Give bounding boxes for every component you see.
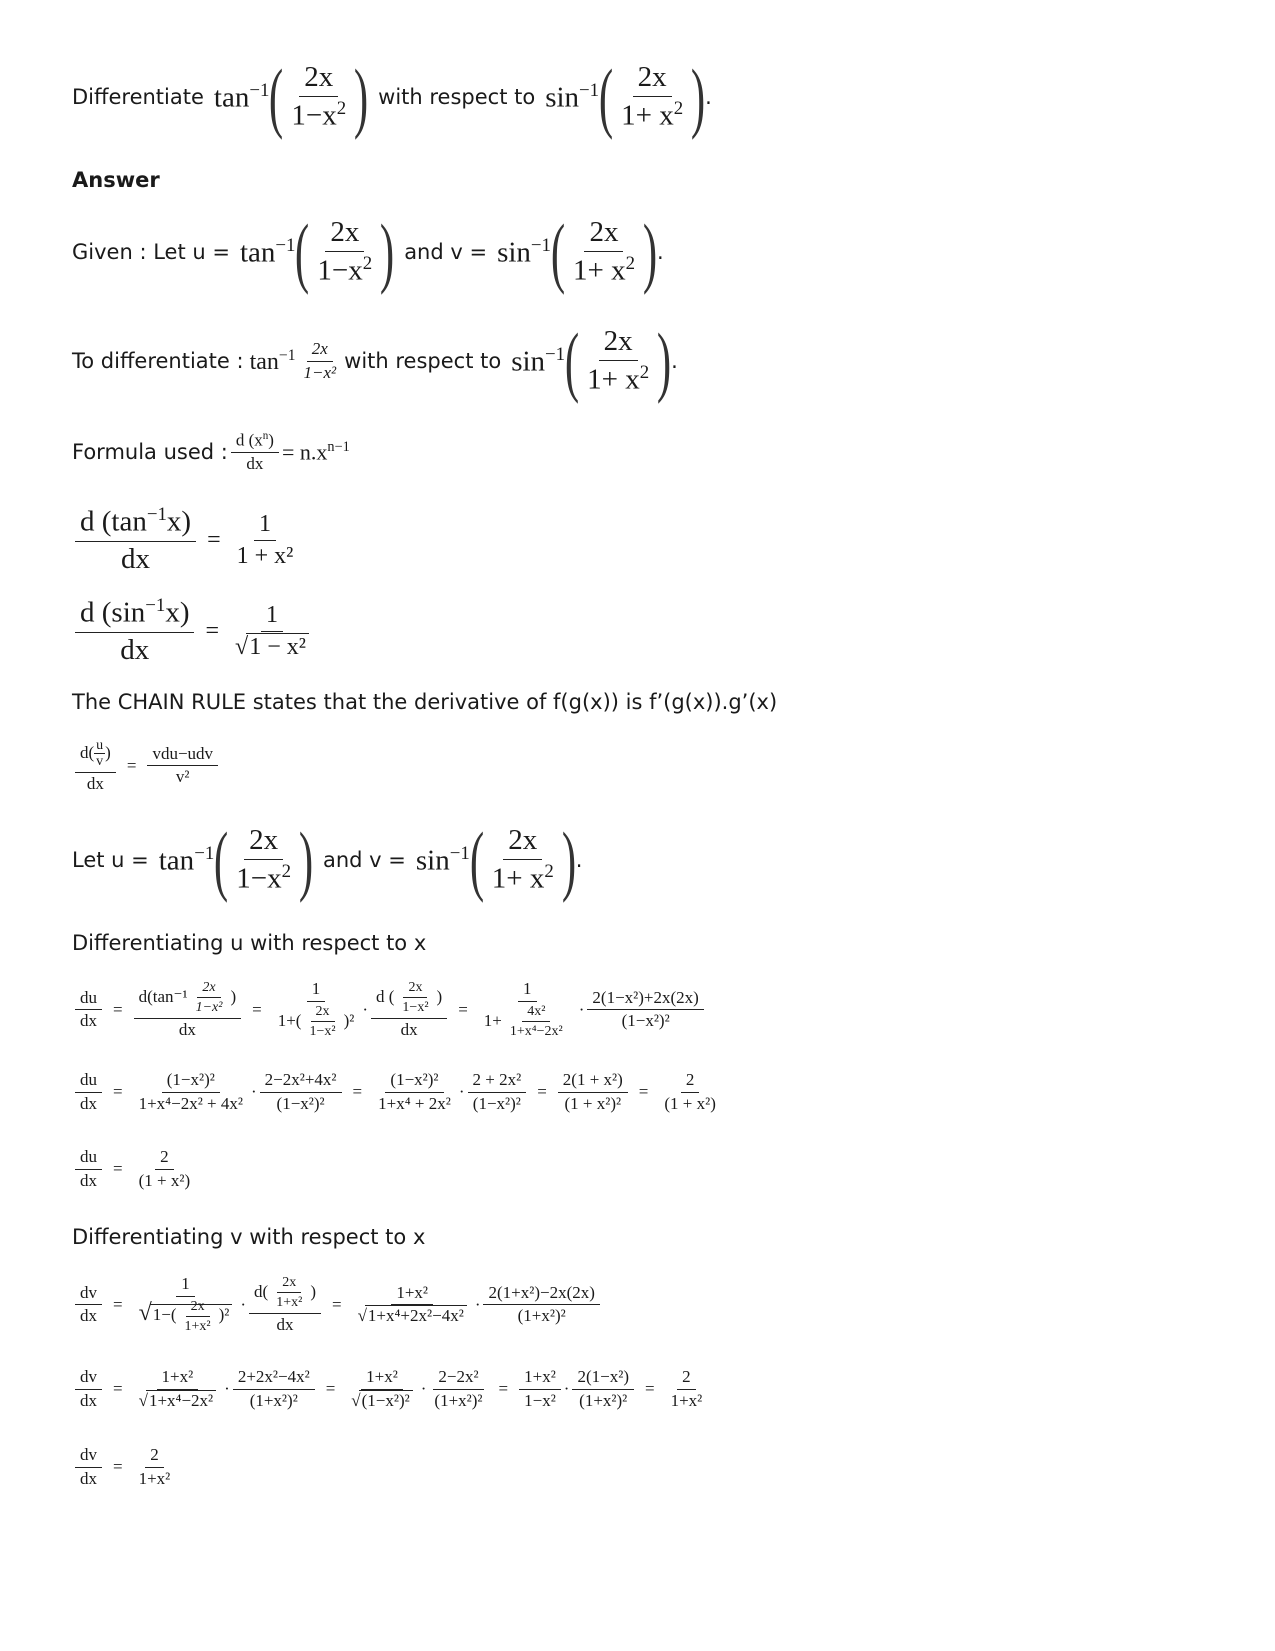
dv-dx: $\frac{dv}{dx}$ [75,1368,102,1410]
rhs-fraction: $\frac{\text{vdu−udv}}{\text{v²}}$ [147,745,218,787]
v-fraction: $\frac{2x}{1+ x^2}$ [587,324,650,396]
dv-dx: $\frac{dv}{dx}$ [75,1284,102,1326]
frac-e: $\frac{\text{1+x²}}{\text{1−x²}}$ [519,1368,561,1410]
dv-final: $\frac{dv}{dx}$ = $\frac{2}{\text{1+x²}}$ [72,1446,178,1488]
diff-u-heading: Differentiating u with respect to x [72,931,427,955]
du-dx: $\frac{du}{dx}$ [75,989,102,1031]
dv-result: $\frac{2}{\text{1+x²}}$ [138,1445,171,1488]
dv-step1: 1 √1−( $\frac{2x}{\text{1+x²}}$ )² [134,1275,238,1334]
given-prefix: Given : Let u = [72,240,230,264]
tan-fn: $\tan^{-1}$ [249,346,296,375]
sin-arg-fraction: $\frac{2x}{1+ x^2}$ [621,60,684,132]
question-prefix: Differentiate [72,85,204,109]
u-fraction: $\frac{2x}{1-x^2}$ [317,215,373,287]
dv-line-2: $\frac{dv}{dx}$ = $\frac{\text{1+x²}}{\text{√1+x⁴−2x²}}$ · $\frac{\text{2+2x²−4x²}}{\text{(1+x²)²}}$ = $\frac{\text{1+x²}}{\text{√(1−x²)²}}$ · $\frac{\text{2−2x²}}{\text{(1+x²)²}}$ = $\frac{\text{1+x²}}{\text{1−x²}}$ · $\frac{\text{2(1−x²)}}{\text{(1+x²)²}}$ = $\frac{2}{\text{1+x²}}$ [72,1368,710,1410]
left-paren: ( [295,208,310,295]
answer-heading: Answer [72,168,160,192]
sin-derivative-formula: $\frac{d (\sin^{-1}x)}{dx}$ = $\frac{1}{\text{√1 − x²}}$ [72,596,317,666]
formula-line [72,430,350,474]
power-rule-fraction: $\frac{d (x^n)}{dx}$ [231,430,279,474]
frac-e: $\frac{\text{2(1 + x²)}}{\text{(1 + x²)²}}$ [558,1071,628,1113]
sin-fn: $\sin^{-1}$ [497,234,551,269]
let-u-prefix: Let u = [72,848,149,872]
du-dx: $\frac{du}{dx}$ [75,1071,102,1113]
to-differentiate-line: To differentiate : $\tan^{-1}$ $\frac{2x}{\text{1−x²}}$ with respect to $\sin^{-1}$ ( $\frac{2x}{1+ x^2}$ ) . [72,317,678,404]
du-step4: 1 1+ $\frac{\text{4x²}}{\text{1+x⁴−2x²}}$ [483,979,563,1040]
right-paren: ) [561,816,576,903]
frac-a: $\frac{\text{(1−x²)²}}{\text{1+x⁴−2x² + 4x²}}$ [138,1070,243,1113]
du-step5: $\frac{\text{2(1−x²)+2x(2x)}}{\text{(1−x²)²}}$ [587,989,703,1031]
du-step1: d(tan⁻¹ $\frac{2x}{\text{1−x²}}$ ) dx [134,980,242,1039]
tan-fn: $\tan^{-1}$ [213,79,270,114]
power-rule-rhs: = $n.x^{n-1}$ [281,438,350,465]
lhs-fraction: $\frac{d (\tan^{-1}x)}{dx}$ [75,505,196,575]
du-line-1: $\frac{du}{dx}$ = d(tan⁻¹ $\frac{2x}{\text{1−x²}}$ ) dx = 1 1+( $\frac{2x}{\text{1−x²}}$ )² · d ( $\frac{2x}{\text{1−x²}}$ ) dx = 1 1+ $\frac{\text{4x²}}{\text{1+x⁴−2x²}}$ · $\frac{\text{2(1−x²)+2x(2x)}}{\text{(1−x²)²}}$ [72,980,707,1039]
du-step3: d ( $\frac{2x}{\text{1−x²}}$ ) dx [371,980,447,1039]
dv-line-1: $\frac{dv}{dx}$ = 1 √1−( $\frac{2x}{\text{1+x²}}$ )² · d( $\frac{2x}{\text{1+x²}}$ ) dx = $\frac{\text{1+x²}}{\text{√1+x⁴+2x²−4x²}}$ · $\frac{\text{2(1+x²)−2x(2x)}}{\text{(1+x²)²}}$ [72,1275,603,1334]
formula-prefix: Formula used : [72,440,228,465]
chain-rule-text: The CHAIN RULE states that the derivative of f(g(x)) is f’(g(x)).g’(x) [72,690,778,714]
u-fraction: $\frac{2x}{1-x^2}$ [236,823,292,895]
sin-fn: $\sin^{-1}$ [545,79,600,114]
tan-fn: $\tan^{-1}$ [158,842,215,877]
left-paren: ( [269,53,284,140]
tan-derivative-formula: $\frac{d (\tan^{-1}x)}{dx}$ = $\frac{1}{\text{1 + x²}}$ [72,505,301,575]
frac-d: $\frac{\text{2−2x²}}{\text{(1+x²)²}}$ [434,1367,483,1410]
du-final: $\frac{du}{dx}$ = $\frac{2}{\text{(1 + x²)}}$ [72,1148,198,1190]
du-line-2: $\frac{du}{dx}$ = $\frac{\text{(1−x²)²}}{\text{1+x⁴−2x² + 4x²}}$ · $\frac{\text{2−2x²+4x²}}{\text{(1−x²)²}}$ = $\frac{\text{(1−x²)²}}{\text{1+x⁴ + 2x²}}$ · $\frac{\text{2 + 2x²}}{\text{(1−x²)²}}$ = $\frac{\text{2(1 + x²)}}{\text{(1 + x²)²}}$ = $\frac{2}{\text{(1 + x²)}}$ [72,1071,724,1113]
given-and-v: and v = [404,240,488,264]
right-paren: ) [380,208,395,295]
du-step2: 1 1+( $\frac{2x}{\text{1−x²}}$ )² [277,979,355,1040]
frac-b: $\frac{\text{2−2x²+4x²}}{\text{(1−x²)²}}$ [260,1071,342,1113]
tan-arg-fraction: $\frac{2x}{1-x^2}$ [291,60,347,132]
right-paren: ) [354,53,369,140]
right-paren: ) [298,816,314,903]
left-paren: ( [550,208,566,295]
left-paren: ( [564,317,580,404]
v-fraction: $\frac{2x}{1+ x^2}$ [491,823,554,895]
right-paren: ) [656,317,672,404]
dv-dx: $\frac{dv}{dx}$ [75,1446,102,1488]
rhs-fraction: $\frac{1}{\text{√1 − x²}}$ [230,602,314,660]
frac-b: $\frac{\text{2+2x²−4x²}}{\text{(1+x²)²}}$ [233,1368,315,1410]
lhs-fraction: $\frac{d (\sin^{-1}x)}{dx}$ [75,596,194,666]
let-and-v: and v = [323,848,406,872]
let-uv-line: Let u = $\tan^{-1}$ ( $\frac{2x}{1-x^2}$ ) and v = $\sin^{-1}$ ( $\frac{2x}{1+ x^2}$ ) . [72,816,583,903]
right-paren: ) [642,208,658,295]
left-paren: ( [214,816,229,903]
v-fraction: $\frac{2x}{1+ x^2}$ [572,215,635,287]
dv-step4: $\frac{\text{2(1+x²)−2x(2x)}}{\text{(1+x²)²}}$ [483,1284,599,1326]
sin-fn: $\sin^{-1}$ [415,842,470,877]
left-paren: ( [469,816,484,903]
frac-a: $\frac{\text{1+x²}}{\text{√1+x⁴−2x²}}$ [134,1368,222,1410]
given-line: Given : Let u = $\tan^{-1}$ ( $\frac{2x}{1-x^2}$ ) and v = $\sin^{-1}$ ( $\frac{2x}{1+ x^2}$ ) . [72,208,664,295]
diff-v-heading: Differentiating v with respect to x [72,1225,426,1249]
right-paren: ) [690,53,706,140]
frac-f: $\frac{\text{2(1−x²)}}{\text{(1+x²)²}}$ [572,1368,634,1410]
tan-fn: $\tan^{-1}$ [239,234,296,269]
frac-g: $\frac{2}{\text{1+x²}}$ [670,1367,703,1410]
frac-f: $\frac{2}{\text{(1 + x²)}}$ [664,1070,716,1113]
left-paren: ( [598,53,614,140]
frac-c: $\frac{\text{1+x²}}{\text{√(1−x²)²}}$ [346,1368,417,1410]
lhs-fraction: d( $\frac{u}{v}$ ) dx [75,738,116,793]
du-result: $\frac{2}{\text{(1 + x²)}}$ [138,1147,191,1190]
dv-step2: d( $\frac{2x}{\text{1+x²}}$ ) dx [249,1275,321,1334]
question-line: Differentiate $\tan^{-1}$ ( $\frac{2x}{1-x^2}$ ) with respect to $\sin^{-1}$ ( $\frac{2x}{1+ x^2}$ ) . [72,53,712,140]
quotient-rule: d( $\frac{u}{v}$ ) dx = $\frac{\text{vdu−udv}}{\text{v²}}$ [72,738,221,793]
rhs-fraction: $\frac{1}{\text{1 + x²}}$ [236,511,294,569]
frac-d: $\frac{\text{2 + 2x²}}{\text{(1−x²)²}}$ [468,1071,527,1113]
dv-step3: $\frac{\text{1+x²}}{\text{√1+x⁴+2x²−4x²}}$ [353,1284,472,1326]
to-diff-middle: with respect to [344,349,502,373]
du-dx: $\frac{du}{dx}$ [75,1148,102,1190]
frac-c: $\frac{\text{(1−x²)²}}{\text{1+x⁴ + 2x²}}$ [378,1070,451,1113]
to-diff-prefix: To differentiate : [72,349,244,373]
sin-fn: $\sin^{-1}$ [511,343,566,378]
question-middle: with respect to [378,85,536,109]
small-fraction: $\frac{2x}{\text{1−x²}}$ [303,338,337,382]
